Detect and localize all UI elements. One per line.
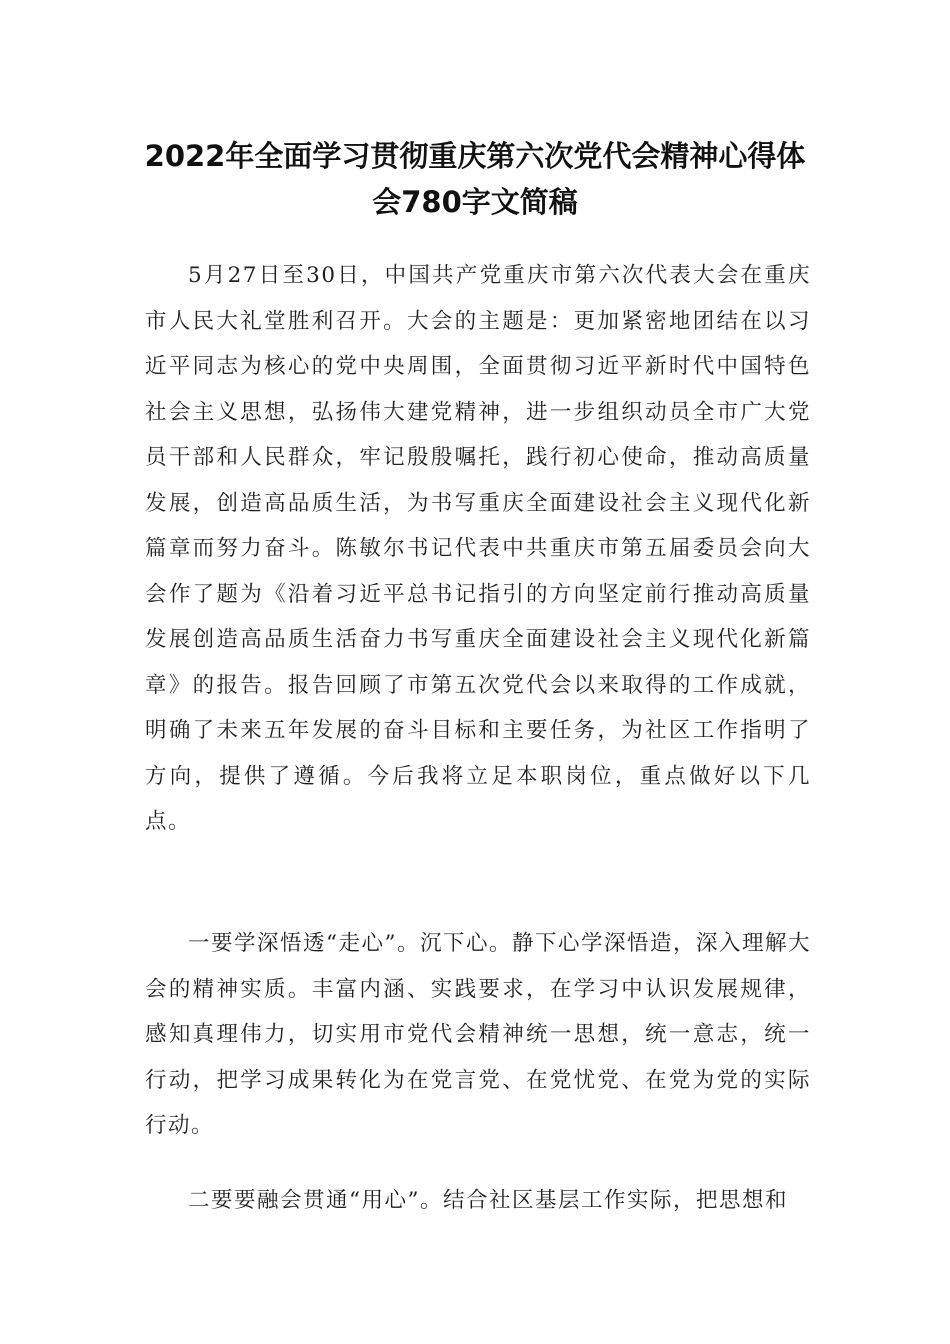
body-paragraph-2: 一要学深悟透“走心”。沉下心。静下心学深悟造，深入理解大会的精神实质。丰富内涵、实践要求，在学习中认识发展规律，感知真理伟力，切实用市党代会精神统一思想，统一意志，统一行动，把学习成果转化为在党言党、在党忧党、在党为党的实际行动。 xyxy=(145,931,811,1138)
body-paragraph-3: 二要要融会贯通“用心”。结合社区基层工作实际，把思想和 xyxy=(188,1188,788,1213)
body-paragraph-1: 5月27日至30日，中国共产党重庆市第六次代表大会在重庆市人民大礼堂胜利召开。大会的主题是：更加紧密地团结在以习近平同志为核心的党中央周围，全面贯彻习近平新时代中国特色社会主义思想，弘扬伟大建党精神，进一步组织动员全市广大党员干部和人民群众，牢记殷殷嘱托，践行初心使命，推动高质量发展，创造高品质生活，为书写重庆全面建设社会主义现代化新篇章而努力奋斗。陈敏尔书记代表中共重庆市第五届委员会向大会作了题为《沿着习近平总书记指引的方向坚定前行推动高质量发展创造高品质生活奋力书写重庆全面建设社会主义现代化新篇章》的报告。报告回顾了市第五次党代会以来取得的工作成就，明确了未来五年发展的奋斗目标和主要任务，为社区工作指明了方向，提供了遵循。今后我将立足本职岗位，重点做好以下几点。 xyxy=(145,263,811,834)
document-title-line-1: 2022年全面学习贯彻重庆第六次党代会精神心得体 xyxy=(144,139,806,173)
document-title-line-2: 会780字文简稿 xyxy=(372,185,578,219)
